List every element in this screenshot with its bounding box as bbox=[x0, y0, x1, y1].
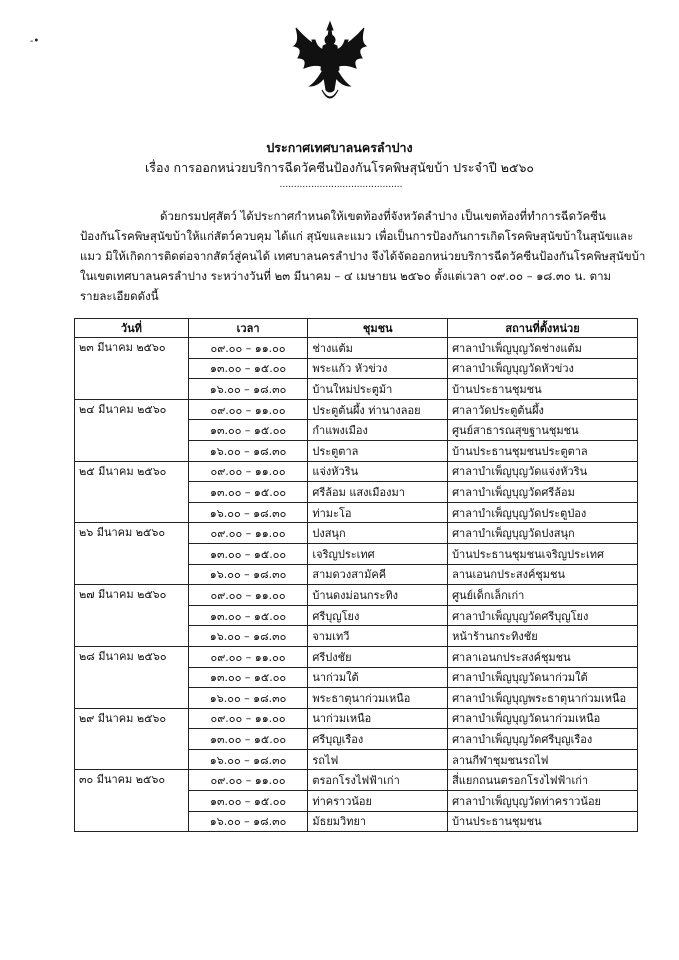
cell-community: ท่าคราวน้อย bbox=[308, 791, 448, 812]
table-row bbox=[75, 523, 638, 544]
announcement-title: ประกาศเทศบาลนครลำปาง bbox=[266, 140, 413, 155]
cell-time: ๑๖.๐๐ – ๑๘.๓๐ bbox=[188, 502, 308, 523]
body-line: รายละเอียดดังนี้ bbox=[80, 289, 159, 303]
cell-location: ศาลาวัดประตูต้นผึ้ง bbox=[448, 399, 638, 420]
cell-location: บ้านประธานชุมชนเจริญประเทศ bbox=[448, 543, 638, 564]
cell-time: ๐๙.๐๐ – ๑๑.๐๐ bbox=[188, 646, 308, 667]
cell-time: ๑๖.๐๐ – ๑๘.๓๐ bbox=[188, 811, 308, 832]
cell-location: ศาลาบำเพ็ญบุญวัดแจ่งหัวริน bbox=[448, 461, 638, 482]
cell-location: ศาลาบำเพ็ญบุญวัดประตูป่อง bbox=[448, 502, 638, 523]
cell-date bbox=[75, 420, 189, 441]
table-row bbox=[75, 729, 638, 750]
vaccination-schedule-table bbox=[74, 318, 638, 832]
table-row bbox=[75, 358, 638, 379]
cell-date bbox=[75, 482, 189, 503]
body-line: แมว มิให้เกิดการติดต่อจากสัตว์สู่คนได้ เทศบาลนครลำปาง จึงได้จัดออกหน่วยบริการฉีดวัคซีนป้องกันโรคพิษสุนัขบ้า bbox=[80, 249, 646, 263]
cell-time: ๑๓.๐๐ – ๑๕.๐๐ bbox=[188, 482, 308, 503]
cell-location: ลานกีฬาชุมชนรถไฟ bbox=[448, 749, 638, 770]
cell-time: ๑๓.๐๐ – ๑๕.๐๐ bbox=[188, 543, 308, 564]
cell-date bbox=[75, 379, 189, 400]
cell-time: ๐๙.๐๐ – ๑๑.๐๐ bbox=[188, 461, 308, 482]
table-row bbox=[75, 708, 638, 729]
table-row bbox=[75, 811, 638, 832]
cell-time: ๐๙.๐๐ – ๑๑.๐๐ bbox=[188, 523, 308, 544]
cell-date: ๓๐ มีนาคม ๒๕๖๐ bbox=[75, 770, 189, 791]
table-row bbox=[75, 379, 638, 400]
cell-time: ๑๓.๐๐ – ๑๕.๐๐ bbox=[188, 667, 308, 688]
table-row bbox=[75, 646, 638, 667]
cell-community: แจ่งหัวริน bbox=[308, 461, 448, 482]
cell-time: ๑๖.๐๐ – ๑๘.๓๐ bbox=[188, 749, 308, 770]
cell-community: ศรีบุญเรือง bbox=[308, 729, 448, 750]
table-row bbox=[75, 605, 638, 626]
table-row bbox=[75, 791, 638, 812]
cell-location: ศาลาบำเพ็ญบุญวัดท่าคราวน้อย bbox=[448, 791, 638, 812]
table-row bbox=[75, 564, 638, 585]
cell-community: พระแก้ว หัวข่วง bbox=[308, 358, 448, 379]
table-row bbox=[75, 420, 638, 441]
cell-date bbox=[75, 564, 189, 585]
announcement-body bbox=[80, 206, 646, 306]
table-row bbox=[75, 585, 638, 606]
title-divider: ........................................... bbox=[279, 180, 403, 190]
body-line: ในเขตเทศบาลนครลำปาง ระหว่างวันที่ ๒๓ มีนาคม – ๔ เมษายน ๒๕๖๐ ตั้งแต่เวลา ๐๙.๐๐ – ๑๘.๓๐ น. ตาม bbox=[80, 269, 612, 283]
cell-date bbox=[75, 749, 189, 770]
cell-community: รถไฟ bbox=[308, 749, 448, 770]
cell-time: ๐๙.๐๐ – ๑๑.๐๐ bbox=[188, 708, 308, 729]
cell-time: ๐๙.๐๐ – ๑๑.๐๐ bbox=[188, 585, 308, 606]
cell-location: ศาลาบำเพ็ญบุญวัดศรีล้อม bbox=[448, 482, 638, 503]
cell-location: ศาลาบำเพ็ญบุญวัดช่างแต้ม bbox=[448, 338, 638, 359]
table-row bbox=[75, 667, 638, 688]
cell-date: ๒๕ มีนาคม ๒๕๖๐ bbox=[75, 461, 189, 482]
cell-location: ศาลาบำเพ็ญบุญพระธาตุนาก่วมเหนือ bbox=[448, 688, 638, 709]
announcement-subject: เรื่อง การออกหน่วยบริการฉีดวัคซีนป้องกันโรคพิษสุนัขบ้า ประจำปี ๒๕๖๐ bbox=[144, 160, 535, 175]
cell-time: ๑๓.๐๐ – ๑๕.๐๐ bbox=[188, 420, 308, 441]
cell-community: บ้านใหม่ประตูม้า bbox=[308, 379, 448, 400]
body-line: ป้องกันโรคพิษสุนัขบ้าให้แก่สัตว์ควบคุม ได้แก่ สุนัขและแมว เพื่อเป็นการป้องกันการเกิดโรคพิษสุนัขบ้าในสุนัขและ bbox=[80, 229, 634, 243]
cell-community: กำแพงเมือง bbox=[308, 420, 448, 441]
cell-community: นาก่วมเหนือ bbox=[308, 708, 448, 729]
cell-community: ศรีบุญโยง bbox=[308, 605, 448, 626]
cell-location: ศูนย์สาธารณสุขฐานชุมชน bbox=[448, 420, 638, 441]
table-row bbox=[75, 482, 638, 503]
cell-location: ลานเอนกประสงค์ชุมชน bbox=[448, 564, 638, 585]
cell-location: สี่แยกถนนตรอกโรงไฟฟ้าเก่า bbox=[448, 770, 638, 791]
cell-time: ๑๖.๐๐ – ๑๘.๓๐ bbox=[188, 379, 308, 400]
cell-location: ศูนย์เด็กเล็กเก่า bbox=[448, 585, 638, 606]
header-time: เวลา bbox=[188, 319, 308, 338]
cell-date bbox=[75, 626, 189, 647]
cell-community: พระธาตุนาก่วมเหนือ bbox=[308, 688, 448, 709]
cell-community: ตรอกโรงไฟฟ้าเก่า bbox=[308, 770, 448, 791]
cell-date bbox=[75, 791, 189, 812]
cell-location: ศาลาบำเพ็ญบุญวัดศรีบุญโยง bbox=[448, 605, 638, 626]
cell-location: ศาลาบำเพ็ญบุญวัดหัวข่วง bbox=[448, 358, 638, 379]
corner-mark: -• bbox=[30, 36, 40, 47]
cell-community: สามดวงสามัคคี bbox=[308, 564, 448, 585]
cell-time: ๑๓.๐๐ – ๑๕.๐๐ bbox=[188, 791, 308, 812]
cell-date: ๒๔ มีนาคม ๒๕๖๐ bbox=[75, 399, 189, 420]
cell-time: ๑๓.๐๐ – ๑๕.๐๐ bbox=[188, 729, 308, 750]
table-row bbox=[75, 749, 638, 770]
cell-date bbox=[75, 502, 189, 523]
table-row bbox=[75, 338, 638, 359]
header-community: ชุมชน bbox=[308, 319, 448, 338]
table-row bbox=[75, 399, 638, 420]
cell-date: ๒๙ มีนาคม ๒๕๖๐ bbox=[75, 708, 189, 729]
cell-time: ๑๖.๐๐ – ๑๘.๓๐ bbox=[188, 440, 308, 461]
cell-community: ศรีล้อม แสงเมืองมา bbox=[308, 482, 448, 503]
cell-location: ศาลาบำเพ็ญบุญวัดนาก่วมเหนือ bbox=[448, 708, 638, 729]
cell-time: ๐๙.๐๐ – ๑๑.๐๐ bbox=[188, 338, 308, 359]
cell-date bbox=[75, 605, 189, 626]
cell-location: ศาลาบำเพ็ญบุญวัดศรีบุญเรือง bbox=[448, 729, 638, 750]
cell-date: ๒๖ มีนาคม ๒๕๖๐ bbox=[75, 523, 189, 544]
cell-time: ๑๖.๐๐ – ๑๘.๓๐ bbox=[188, 688, 308, 709]
cell-time: ๐๙.๐๐ – ๑๑.๐๐ bbox=[188, 770, 308, 791]
cell-community: ปงสนุก bbox=[308, 523, 448, 544]
cell-date bbox=[75, 688, 189, 709]
table-row bbox=[75, 688, 638, 709]
cell-time: ๑๖.๐๐ – ๑๘.๓๐ bbox=[188, 564, 308, 585]
cell-time: ๐๙.๐๐ – ๑๑.๐๐ bbox=[188, 399, 308, 420]
cell-date bbox=[75, 440, 189, 461]
cell-location: ศาลาเอนกประสงค์ชุมชน bbox=[448, 646, 638, 667]
cell-location: บ้านประธานชุมชน bbox=[448, 811, 638, 832]
table-row bbox=[75, 543, 638, 564]
table-header-row bbox=[75, 319, 638, 338]
cell-location: ศาลาบำเพ็ญบุญวัดนาก่วมใต้ bbox=[448, 667, 638, 688]
garuda-emblem-icon bbox=[290, 20, 370, 106]
cell-date bbox=[75, 543, 189, 564]
cell-date: ๒๗ มีนาคม ๒๕๖๐ bbox=[75, 585, 189, 606]
cell-location: หน้าร้านกระทิงชัย bbox=[448, 626, 638, 647]
table-row bbox=[75, 626, 638, 647]
cell-community: เจริญประเทศ bbox=[308, 543, 448, 564]
cell-community: จามเทวี bbox=[308, 626, 448, 647]
table-row bbox=[75, 440, 638, 461]
cell-date bbox=[75, 358, 189, 379]
table-body bbox=[75, 338, 638, 832]
cell-time: ๑๓.๐๐ – ๑๕.๐๐ bbox=[188, 605, 308, 626]
cell-community: ช่างแต้ม bbox=[308, 338, 448, 359]
cell-time: ๑๖.๐๐ – ๑๘.๓๐ bbox=[188, 626, 308, 647]
cell-community: ประตูต้นผึ้ง ท่านางลอย bbox=[308, 399, 448, 420]
cell-community: บ้านดงม่อนกระทิง bbox=[308, 585, 448, 606]
cell-community: มัธยมวิทยา bbox=[308, 811, 448, 832]
cell-date bbox=[75, 729, 189, 750]
header-location: สถานที่ตั้งหน่วย bbox=[448, 319, 638, 338]
cell-community: ท่ามะโอ bbox=[308, 502, 448, 523]
table-row bbox=[75, 770, 638, 791]
cell-community: ประตูตาล bbox=[308, 440, 448, 461]
cell-location: บ้านประธานชุมชนประตูตาล bbox=[448, 440, 638, 461]
cell-date bbox=[75, 667, 189, 688]
cell-location: ศาลาบำเพ็ญบุญวัดปงสนุก bbox=[448, 523, 638, 544]
cell-date: ๒๓ มีนาคม ๒๕๖๐ bbox=[75, 338, 189, 359]
header-date: วันที่ bbox=[75, 319, 189, 338]
cell-community: นาก่วมใต้ bbox=[308, 667, 448, 688]
cell-date bbox=[75, 811, 189, 832]
cell-time: ๑๓.๐๐ – ๑๕.๐๐ bbox=[188, 358, 308, 379]
cell-date: ๒๘ มีนาคม ๒๕๖๐ bbox=[75, 646, 189, 667]
cell-location: บ้านประธานชุมชน bbox=[448, 379, 638, 400]
table-row bbox=[75, 461, 638, 482]
cell-community: ศรีปงชัย bbox=[308, 646, 448, 667]
table-row bbox=[75, 502, 638, 523]
body-line: ด้วยกรมปศุสัตว์ ได้ประกาศกำหนดให้เขตท้องที่จังหวัดลำปาง เป็นเขตท้องที่ทำการฉีดวัคซีน bbox=[160, 209, 606, 223]
